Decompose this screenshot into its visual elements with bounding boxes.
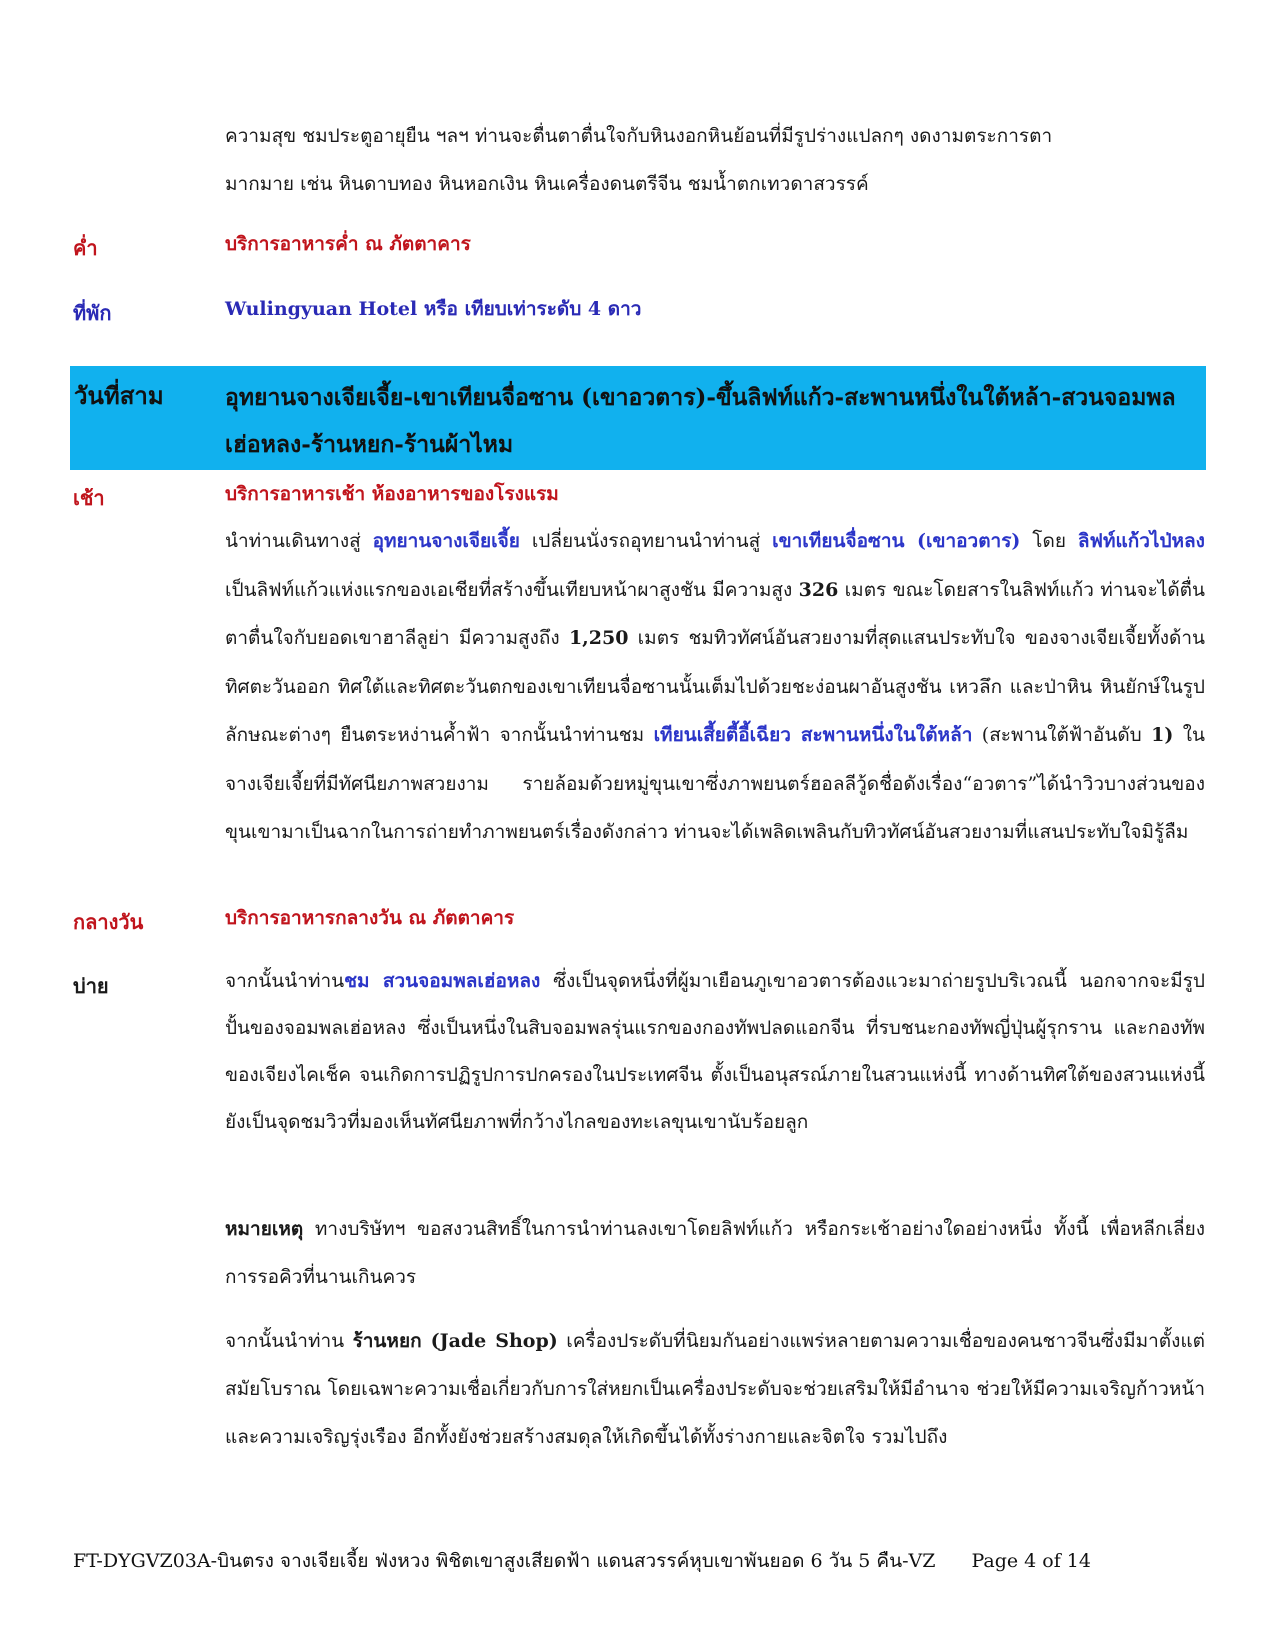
breakfast-text: บริการอาหารเช้า ห้องอาหารของโรงแรม xyxy=(225,483,559,505)
text-run: ซึ่งเป็นจุดหนึ่งที่ผู้มาเยือนภูเขาอวตารต้องแวะมาถ่ายรูปบริเวณนี้ นอกจากจะมีรูปปั้นของจอมพลเฮ่อหลง ซึ่งเป็นหนึ่งในสิบจอมพลรุ่นแรกของกองทัพปลดแอกจีน ที่รบชนะกองทัพญี่ปุ่นผู้รุกราน และกองทัพของเจียงไคเช็ค จนเกิดการปฏิรูปการปกครองในประเทศจีน ตั้งเป็นอนุสรณ์ภายในสวนแห่งนี้ ทางด้านทิศใต้ของสวนแห่งนี้ยังเป็นจุดชมวิวที่มองเห็นทัศนียภาพที่กว้างไกลของทะเลขุนเขานับร้อยลูก xyxy=(225,970,1205,1133)
afternoon-label: บ่าย xyxy=(73,974,109,998)
intro-paragraph xyxy=(225,112,1205,208)
text-run: เปลี่ยนนั่งรถอุทยานนำท่านสู่ xyxy=(519,530,773,552)
lunch-text: บริการอาหารกลางวัน ณ ภัตตาคาร xyxy=(225,907,515,929)
note-paragraph xyxy=(225,1205,1205,1301)
day-label: วันที่สาม xyxy=(74,381,164,410)
day-header-bar xyxy=(70,366,1206,470)
lunch-label: กลางวัน xyxy=(73,910,144,934)
height-value: 326 xyxy=(798,578,839,601)
jade-shop-paragraph xyxy=(225,1317,1205,1461)
intro-line-1: ความสุข ชมประตูอายุยืน ฯลฯ ท่านจะตื่นตาตื่นใจกับหินงอกหินย้อนที่มีรูปร่างแปลกๆ งดงามตระการตา xyxy=(225,125,1053,147)
day-title: อุทยานจางเจียเจี้ย-เขาเทียนจื่อซาน (เขาอวตาร)-ขึ้นลิฟท์แก้ว-สะพานหนึ่งในใต้หล้า-สวนจอมพลเฮ่อหลง-ร้านหยก-ร้านผ้าไหม xyxy=(225,384,1176,458)
rank-value: 1) xyxy=(1151,724,1174,746)
page-footer xyxy=(73,1546,1091,1576)
text-run: เมตร ชมทิวทัศน์อันสวยงามที่สุดแสนประทับใจ ของจางเจียเจี้ยทั้งด้านทิศตะวันออก ทิศใต้และทิศตะวันตกของเขาเทียนจื่อซานนั้นเต็มไปด้วยชะง่อนผาอันสูงชัน เหวลึก และป่าหิน หินยักษ์ในรูปลักษณะต่างๆ ยืนตระหง่านค้ำฟ้า จากนั้นนำท่านชม xyxy=(225,627,1206,746)
text-run: นำท่านเดินทางสู่ xyxy=(225,530,373,552)
footer-tour-code: FT-DYGVZ03A-บินตรง จางเจียเจี้ย ฟ่งหวง พิชิตเขาสูงเสียดฟ้า แดนสวรรค์หุบเขาพันยอด 6 วัน 5 คืน-VZ xyxy=(73,1550,936,1572)
text-run: เป็นลิฟท์แก้วแห่งแรกของเอเชียที่สร้างขึ้นเทียบหน้าผาสูงชัน มีความสูง xyxy=(225,578,799,601)
place-tianzi-mountain: เขาเทียนจื่อซาน (เขาอวตาร) xyxy=(772,530,1021,552)
hotel-text: Wulingyuan Hotel หรือ เทียบเท่าระดับ 4 ดาว xyxy=(225,298,642,320)
dinner-text: บริการอาหารค่ำ ณ ภัตตาคาร xyxy=(225,233,471,255)
text-run: จากนั้นนำท่าน xyxy=(225,1330,353,1352)
intro-line-2: มากมาย เช่น หินดาบทอง หินหอกเงิน หินเครื่องดนตรีจีน ชมน้ำตกเทวดาสวรรค์ xyxy=(225,173,869,195)
place-helong-park: ชม สวนจอมพลเฮ่อหลง xyxy=(344,970,541,992)
text-run: ในจางเจียเจี้ยที่มีทัศนียภาพสวยงาม รายล้อมด้วยหมู่ขุนเขาซึ่งภาพยนตร์ฮอลลีวู้ดชื่อดังเรื่อง“อวตาร”ได้นำวิวบางส่วนของขุนเขามาเป็นฉากในการถ่ายทำภาพยนตร์เรื่องดังกล่าว ท่านจะได้เพลิดเพลินกับทิวทัศน์อันสวยงามที่แสนประทับใจมิรู้ลืม xyxy=(225,724,1206,843)
afternoon-paragraph xyxy=(225,958,1205,1146)
text-run: ทางบริษัทฯ ขอสงวนสิทธิ์ในการนำท่านลงเขาโดยลิฟท์แก้ว หรือกระเช้าอย่างใดอย่างหนึ่ง ทั้งนี้ เพื่อหลีกเลี่ยงการรอคิวที่นานเกินควร xyxy=(225,1218,1205,1288)
text-run: เครื่องประดับที่นิยมกันอย่างแพร่หลายตามความเชื่อของคนชาวจีนซึ่งมีมาตั้งแต่สมัยโบราณ โดยเฉพาะความเชื่อเกี่ยวกับการใส่หยกเป็นเครื่องประดับจะช่วยเสริมให้มีอำนาจ ช่วยให้มีความเจริญก้าวหน้าและความเจริญรุ่งเรือง อีกทั้งยังช่วยสร้างสมดุลให้เกิดขึ้นได้ทั้งร่างกายและจิตใจ รวมไปถึง xyxy=(225,1330,1205,1448)
text-run: โดย xyxy=(1020,530,1078,552)
text-run: เมตร ขณะโดยสารในลิฟท์แก้ว ท่านจะได้ตื่นตาตื่นใจกับยอดเขาฮาลีลูย่า มีความสูงถึง xyxy=(225,578,1205,649)
text-run: (สะพานใต้ฟ้าอันดับ xyxy=(972,724,1152,746)
text-run: จากนั้นนำท่าน xyxy=(225,970,345,992)
peak-height-value: 1,250 xyxy=(568,627,629,649)
jade-shop-name: ร้านหยก (Jade Shop) xyxy=(352,1330,558,1352)
note-label: หมายเหตุ xyxy=(225,1218,304,1240)
breakfast-label: เช้า xyxy=(73,486,105,510)
place-zhangjiajie-park: อุทยานจางเจียเจี้ย xyxy=(372,530,520,552)
dinner-label: ค่ำ xyxy=(73,236,98,260)
morning-paragraph xyxy=(225,517,1205,857)
place-first-bridge: เทียนเสี้ยตี้อี้เฉียว สะพานหนึ่งในใต้หล้า xyxy=(653,724,973,746)
hotel-label: ที่พัก xyxy=(73,301,112,325)
place-bailong-elevator: ลิฟท์แก้วไป่หลง xyxy=(1077,530,1205,552)
footer-page-number: Page 4 of 14 xyxy=(971,1550,1091,1572)
